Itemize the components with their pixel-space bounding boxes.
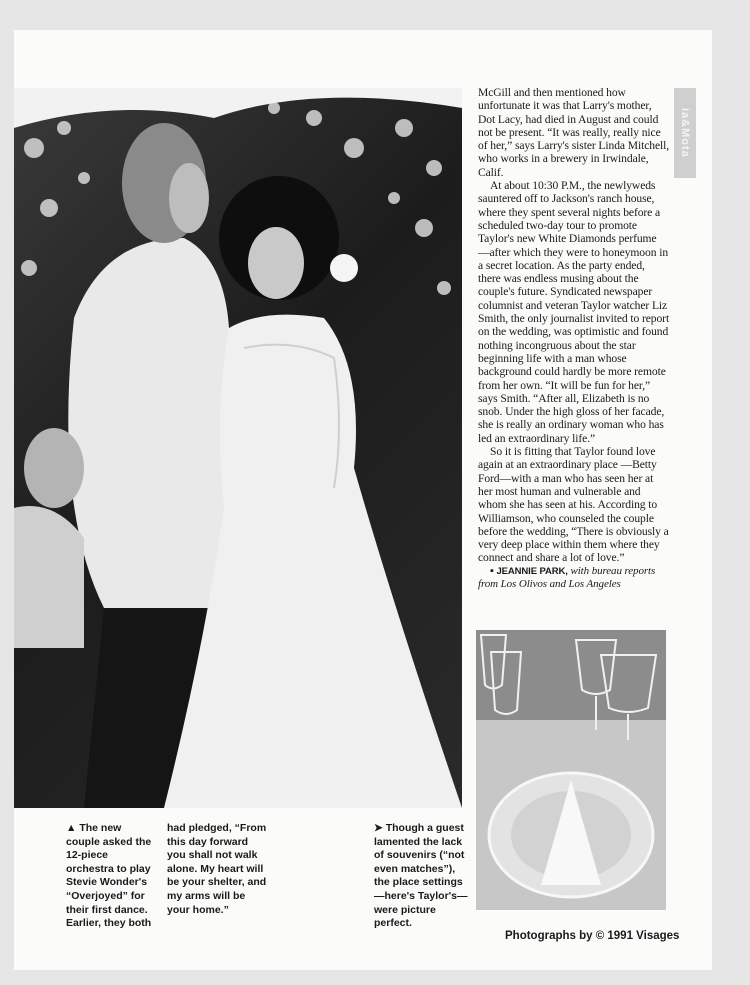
- caption-place-settings-text: Though a guest lamented the lack of souvenirs (“not even matches”), the place settings—here's Taylor's—were picture perfect.: [374, 822, 468, 930]
- article-paragraph: McGill and then mentioned how unfortunate it was that Larry's mother, Dot Lacy, had died in August and could not be present. “It was really, really nice of her,” says Larry's sister Linda Mitchell, who works in a brewery in Irwindale, Calif.: [478, 86, 670, 179]
- section-tab: ia&Mota: [674, 88, 696, 178]
- article-paragraph: At about 10:30 P.M., the newlyweds sauntered off to Jackson's ranch house, where they spent several nights before a scheduled two-day tour to promote Taylor's new White Diamonds perfume —after which they were to honeymoon in a secret location. As the party ended, there was endless musing about the couple's future. Syndicated newspaper columnist and veteran Taylor watcher Liz Smith, the only journalist invited to report on the wedding, was optimistic and found nothing incongruous about the star beginning life with a man whose background could hardly be more remote from her own. “It will be fun for her,” says Smith. “After all, Elizabeth is no snob. Under the high gloss of her facade, she is really an ordinary woman who has led an extraordinary life.”: [478, 179, 670, 445]
- wedding-dance-illustration: [14, 88, 462, 808]
- caption-up-arrow-icon: ▲: [66, 822, 77, 834]
- place-setting-illustration: [476, 630, 666, 910]
- byline: [478, 565, 670, 591]
- caption-dance: [66, 822, 158, 931]
- byline-marker: ▪: [490, 564, 494, 577]
- byline-name: JEANNIE PARK,: [496, 565, 568, 577]
- place-setting-photo: [476, 630, 666, 910]
- wedding-dance-photo: [14, 88, 462, 808]
- article-paragraph: So it is fitting that Taylor found love again at an extraordinary place —Betty Ford—with a man who has seen her at her most human and vulnerable and whom she has seen at his. According to Williamson, who counseled the couple before the wedding, “There is obviously a very deep place within them where they connect and share a lot of love.”: [478, 445, 669, 565]
- caption-right-arrow-icon: ➤: [374, 822, 383, 834]
- caption-place-settings: [374, 822, 470, 931]
- caption-dance-text: The new couple asked the 12-piece orchestra to play Stevie Wonder's “Overjoyed” for their first dance. Earlier, they both: [66, 822, 152, 930]
- photo-credit: Photographs by © 1991 Visages: [505, 930, 680, 942]
- caption-pledge: had pledged, “From this day forward you shall not walk alone. My heart will be your shelter, and my arms will be your home.”: [167, 822, 267, 916]
- article-body: [478, 86, 670, 591]
- byline-bureau: with bureau reports from Los Olivos and Los Angeles: [478, 564, 656, 590]
